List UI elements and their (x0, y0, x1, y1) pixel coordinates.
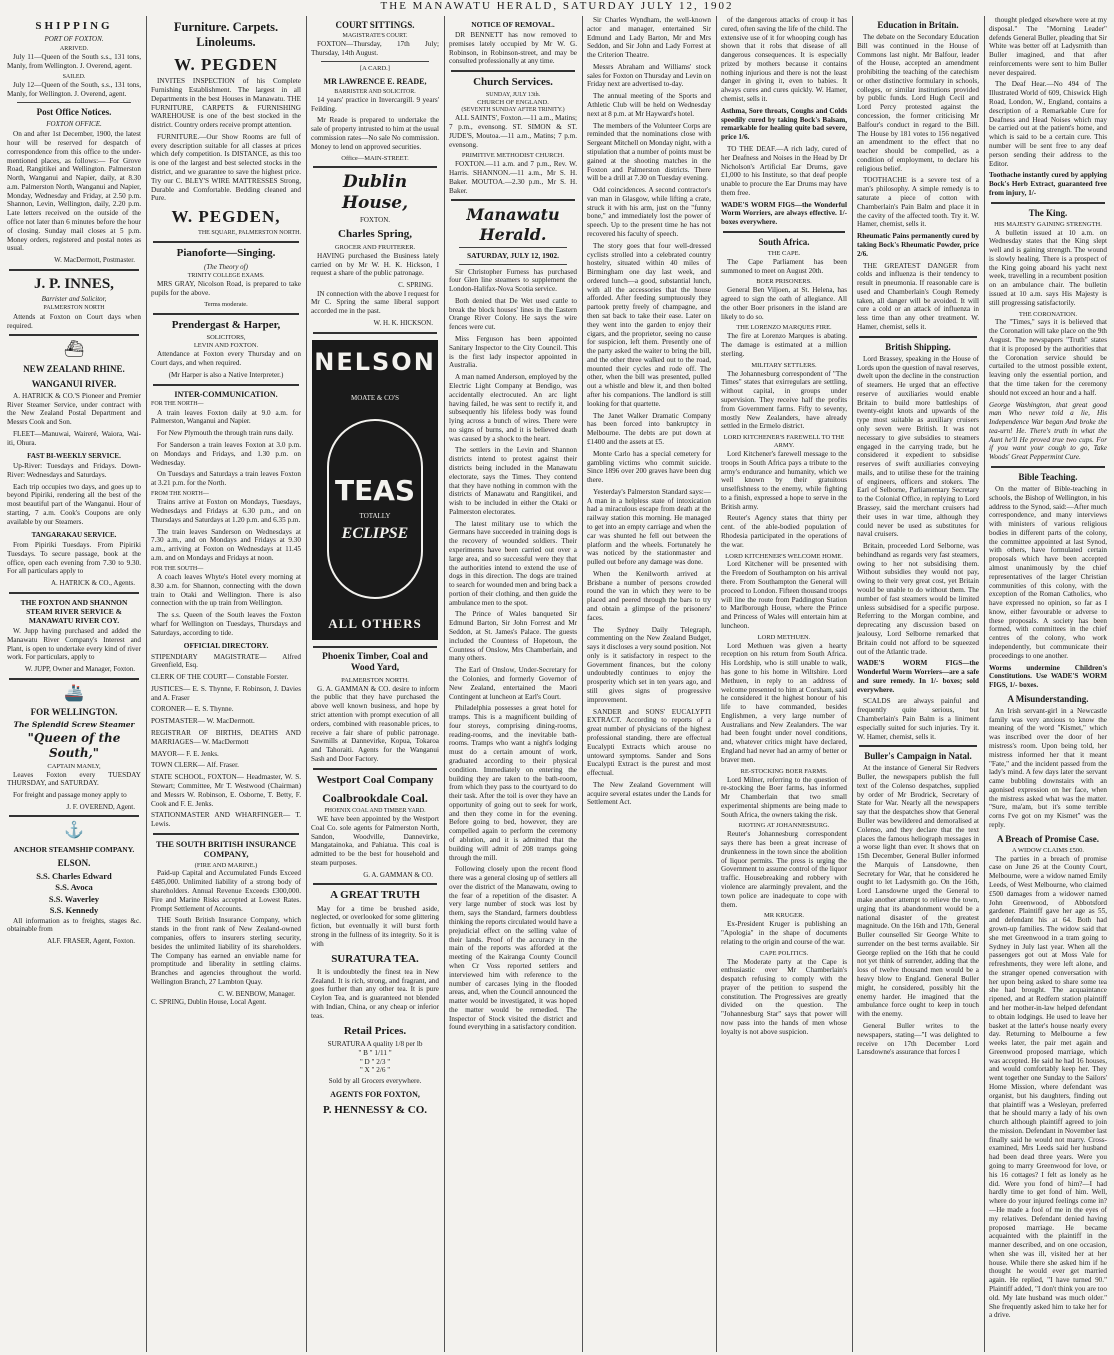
tangarakau-text: From Pipiriki Tuesdays. From Pipiriki Tuesdays. To secure passage, book at the office, open each evening from 7.30 to 9.30. For all particulars apply to (7, 541, 141, 576)
official-item: STATIONMASTER AND WHARFINGER— T. Lewis. (151, 811, 301, 829)
inter-north: FOR THE NORTH— (151, 401, 204, 408)
danger-advert: THE GREATEST DANGER from colds and influenza is their tendency to result in pneumonia. If reasonable care is used and Chamberlain's Cough Remedy taken, all danger will be avoided. It will cure a cold or an attack of influenza in less time than any other treatment. W. Hamer, chemist, sells it. (857, 261, 979, 331)
steamer-illustration-icon-2: 🚢 (64, 684, 84, 702)
poem: George Washington, that great good man Who never told a lie, His Independence War began And broke the tea-urn! He. There's truth in what the Aunt he'll He proved true two cups. For if you want your cough to go, Take Woods' Great Peppermint Cure. (989, 400, 1107, 462)
welcome-heading: LORD KITCHENER'S WELCOME HOME. (725, 552, 843, 560)
king-sub: HIS MAJESTY GAINING STRENGTH. (994, 220, 1102, 228)
suratura-heading: SURATURA TEA. (331, 952, 419, 965)
hatrick-text: A. HATRICK & CO.'S Pioneer and Premier River Steamer Service, under contract with the New Zealand Postal Department and Messrs Cook and Son. (7, 391, 141, 427)
reade-office: Office—MAIN-STREET. (341, 154, 409, 162)
official-item: MAYOR— F. E. Jenks. (151, 749, 219, 758)
steamer-illustration-icon: ⛴ (63, 341, 85, 359)
kruger-heading: MR KRUGER. (763, 912, 805, 920)
elson: ELSON. (57, 858, 91, 869)
wanganui-heading: WANGANUI RIVER. (31, 378, 117, 389)
inter-text: The train leaves Sanderson on Wednesdays at 7.30 a.m., and on Mondays and Fridays at 9.30 a.m., arriving at Foxton on Wednesdays at 11.45 a.m. and on Mondays and Fridays at noon. (151, 527, 301, 562)
captain: CAPTAIN MANLY, (47, 762, 101, 770)
news-paragraph: of the dangerous attacks of croup it has cured, often saving the life of the child. The extensive use of it for whooping cough has shown that it robs that disease of all dangerous consequences. It is especially prized by mothers because it contains nothing injurious and there is not the least danger in giving it, even to babies. It always cures and cures quickly. W. Hamer, chemist, sells it. (721, 16, 848, 104)
education-text: The debate on the Secondary Education Bill was continued in the House of Commons last night. Mr Balfour, leader of the House, accepted an amendment prohibiting the teaching of the catechism or other distinctive formulary in schools, colleges, or similar institutions provided by public funds. Lord Hugh Cecil and Lord Percy protested against the concession, the former criticising Mr Balfour's conduct in regard to the Bill. The House by 181 votes to 156 negatived an amendment to the effect that no teacher should be compelled, as a condition of employment, to declare his religious belief. (857, 32, 979, 173)
reade-title: BARRISTER AND SOLICITOR. (334, 88, 416, 95)
education-heading: Education in Britain. (877, 20, 959, 30)
piano-sub2: TRINITY COLLEGE EXAMS. (187, 273, 265, 280)
removal-heading: NOTICE OF REMOVAL. (471, 20, 555, 29)
column-3 (308, 16, 442, 1352)
overend-signature: J. F. OVEREND, Agent. (66, 802, 135, 811)
toothache-advert: TOOTHACHE is a severe test of a man's philosophy. A simple remedy is to saturate a piece of cotton with Chamberlain's Pain Balm and place it in the cavity of the affected tooth. Try it. W. Hamer, chemist, sells it. (857, 176, 979, 229)
news-paragraph: Odd coincidences. A second contractor's van man in Glasgow, while lifting a crate, struck it with his arm, just on the "funny bone," and immediately lost the power of speech. Up to the present time he has not recovered his faculty of speech. (587, 186, 711, 238)
agents-name: P. HENNESSY & CO. (322, 1103, 427, 1116)
worms-advert: Worms undermine Children's Constitutions. Use WADE'S WORM FIGS, 1/- boxes. (989, 663, 1107, 690)
phoenix-heading: Phoenix Timber, Coal and Wood Yard, (322, 651, 428, 674)
retail-heading: Retail Prices. (343, 1024, 407, 1037)
deaf-advert: TO THE DEAF.—A rich lady, cured of her Deafness and Noises in the Head by Dr Nicholson's Artificial Ear Drums, gave £1,000 to his Institute, so that deaf people unable to procure the Ear Drums may have them free. (721, 144, 847, 197)
coronation-heading: THE CORONATION. (1018, 310, 1078, 318)
jupp-signature: W. JUPP, Owner and Manager, Foxton. (24, 665, 135, 674)
king-text: A bulletin issued at 10 a.m. on Wednesday states that the King slept well and is gaining strength. The wound is slowly healing. There is a prospect of the King going aboard his yacht next week, travelling in a recumbent position on an ambulance chair. The bulletin issued at 10 a.m. says His Majesty is still progressing satisfactorily. (989, 228, 1107, 307)
innes-place: PALMERSTON NORTH (43, 305, 105, 312)
reade-name: MR LAWRENCE E. READE, (323, 76, 427, 86)
westport-heading: Westport Coal Company (316, 773, 434, 786)
furniture-text: FURNITURE.—Our Show Rooms are full of every description suitable for all classes at prices which defy competition. Is DISTANCE, as this too is one of the largest and best selected stocks in the district, and we guarantee to save the highest price. Try our C. BLEY'S WIRE MATTRESSES Strong, Durable and Comfortable. Bedding cleaned and Pure. (151, 132, 301, 203)
cape-sub: THE CAPE. (767, 249, 801, 257)
arrived-label: ARRIVED. (59, 45, 89, 52)
innes-text: Attends at Foxton on Court days when required. (7, 312, 141, 330)
column-6 (718, 16, 850, 1352)
news-paragraph: Monte Carlo has a special cemetery for gambling victims who commit suicide. Since 1896 over 200 graves have been dug there. (587, 449, 711, 485)
sbic-text-2: THE South British Insurance Company, which stands in the front rank of New Zealand-owned companies, offers to insurers sterling security, besides the unlimited liability of its shareholders. The Company has earned an enviable name for promptitude and liberality in settling claims. Branches and agencies throughout the world. Wellington Branch, 27 Lambton Quay. (151, 916, 301, 986)
reade-text: 14 years' practice in Invercargill. 9 years' Feilding. (311, 95, 439, 113)
rioting-text: Reuter's Johannesburg correspondent says there has been a great increase of drunkenness in the town since the abolition of liquor permits. The press is urging the Government to assume control of the liquor traffic. Housebreaking and robbery with violence are alarmingly prevalent, and the town police are inadequate to cope with them. (721, 830, 847, 909)
news-paragraph: SANDER and SONS' EUCALYPTI EXTRACT. According to reports of a great number of physicians of the highest professional standing, there are effectual Eucalypti Extracts which arouse no untoward symptoms. Sander and Sons Eucalypti Extract is the purest and most effectual. (587, 707, 711, 778)
inter-text: On Tuesdays and Saturdays a train leaves Foxton at 3.21 p.m. for the North. (151, 470, 301, 488)
port-subheading: PORT OF FOXTON. (44, 35, 104, 44)
info-text: All information as to freights, stages &c. obtainable from (7, 916, 141, 934)
pegden-name-2: W. PEGDEN, (171, 207, 281, 227)
breach-sub: A WIDOW CLAIMS £500. (1012, 846, 1084, 854)
deaf-advert-2: The Deaf Hear.—No 494 of The Illustrated World of 609, Chiswick High Road, London, W., England, contains a description of a Remarkable Cure for Deafness and Head Noises which may be carried out at the patient's home, and which is said to be a certain cure. This number will be sent free to any deaf person sending their address to the Editor. (989, 80, 1107, 168)
piano-terms: Terms moderate. (204, 301, 248, 309)
official-item: STATE SCHOOL, FOXTON— Headmaster, W. S. Stewart; Committee, Mr T. Westwood (Chairman) and Messrs W. Robinson, E. Osborne, T. Betty, F. Cook and F. E. Jenks. (151, 773, 301, 808)
official-item: CORONER— E. S. Thynne. (151, 705, 234, 714)
official-item: STIPENDIARY MAGISTRATE— Alfred Greenfield, Esq. (151, 652, 301, 670)
herald-title: Manawatu Herald. (466, 205, 560, 244)
spring-trade: GROCER AND FRUITERER. (334, 243, 416, 251)
piano-sub: (The Theory of) (204, 262, 248, 271)
selborne-text: Britain, proceeded Lord Selborne, was behindhand as regards very fast steamers, owing to her not subsidising them. Without subsidies they would not pay, owing to their very great cost, yet Britain would be unable to do without them. The number of fast steamers would be limited unless subsidised for a specific purpose. Referring to the Morgan combine, and deprecating any discussion based on jealousy, Lord Selborne remarked that Britain could not afford to be squeezed out of the Atlantic trade. (857, 542, 979, 656)
news-paragraph: thought pledged elsewhere were at my disposal." The "Morning Leader" defends General Buller, pleading that Sir White was better off at Ladysmith than Buller imagined, and that after reinforcements were sent to him Buller never despaired. (989, 16, 1107, 77)
church-date: SUNDAY, JULY 13th. (485, 91, 541, 98)
kruger-text: Ex-President Kruger is publishing an "Apologia" in the shape of documents relating to the origin and course of the war. (721, 920, 847, 946)
news-paragraph: Miss Ferguson has been appointed Sanitary Inspector to the City Council. This is the first lady inspector appointed in Australia. (449, 335, 577, 370)
news-paragraph: Yesterday's Palmerston Standard says:—A man in a helpless state of intoxication had a miraculous escape from death at the railway station this morning. He managed to get into an empty carriage and when the car was shunted he fell out between the platform and the wheels. Fortunately he was noticed by the stationmaster and pulled out before any damage was done. (587, 487, 711, 567)
retail-line: " D " 2/3 " (359, 1057, 391, 1066)
dublin-place: FOXTON. (359, 215, 390, 224)
hickson-signature: W. H. K. HICKSON. (373, 318, 433, 327)
retail-note: Sold by all Grocers everywhere. (328, 1077, 422, 1086)
official-item: CLERK OF THE COURT— Constable Forster. (151, 673, 289, 682)
retail-line: " X " 2/6 " (359, 1066, 391, 1075)
restock-heading: RE-STOCKING BOER FARMS. (740, 767, 828, 775)
inter-text: A train leaves Foxton daily at 9.0 a.m. for Palmerston, Wanganui and Napier. (151, 408, 301, 426)
boer-text: General Ben Viljoen, at St. Helena, has agreed to sign the oath of allegiance. All the other Boer prisoners in the island are likely to do so. (721, 286, 847, 321)
news-paragraph: Both denied that De Wet used cattle to break the block houses' lines in the Eastern Orange River Colony. He says the wire fences were cut. (449, 296, 577, 332)
column-4 (446, 16, 580, 1352)
marques-heading: THE LORENZO MARQUES FIRE. (736, 324, 832, 332)
column-5 (584, 16, 714, 1352)
official-item: JUSTICES— E. S. Thynne, F. Robinson, J. Davies and A. Fraser (151, 684, 301, 702)
cape-politics-text: The Moderate party at the Cape is enthusiastic over Mr Chamberlain's despatch refusing to comply with the prayer of the petition to suspend the constitution. The Progressives are greatly divided on the question. The "Johannesburg Star" says that power will now pass into the hands of men whose loyalty is not above suspicion. (721, 957, 847, 1036)
postmaster-signature: W. MacDermott, Postmaster. (54, 256, 135, 265)
suratura-text: It is undoubtedly the finest tea in New Zealand. It is rich, strong, and fragrant, and goes further than any other tea. It is pure Ceylon Tea, and is guaranteed not blended with Indian, China, or any cheap or inferior teas. (311, 967, 439, 1020)
buller-heading: Buller's Campaign in Natal. (864, 751, 972, 762)
benbow-signature: C. W. BENBOW, Manager. (218, 989, 295, 998)
westport-sub: PHOENIX COAL AND TIMBER YARD. (324, 807, 426, 814)
weekly-text: Up-River: Tuesdays and Fridays. Down-River: Wednesdays and Saturdays. (7, 462, 141, 479)
news-paragraph: The Earl of Onslow, Under-Secretary for the Colonies, and formerly Governor of New Zealand, entertained the Maori Contingent at luncheon at Earl's Court. (449, 666, 577, 701)
truth-heading: A GREAT TRUTH (330, 889, 420, 902)
weekly-heading: FAST BI-WEEKLY SERVICE. (27, 451, 121, 460)
rioting-heading: RIOTING AT JOHANNESBURG. (738, 822, 830, 830)
prend-text: Attendance at Foxton every Thursday and on Court days, and when required. (151, 350, 301, 367)
sailed-text: July 12—Queen of the South, s.s., 131 tons, Manly, for Wellington. J. Overend, agent. (7, 81, 141, 98)
retail-line: SURATURA A quality 1/8 per lb (327, 1040, 423, 1048)
misunderstanding-heading: A Misunderstanding. (1007, 693, 1089, 704)
news-paragraph: A man named Anderson, employed by the Electric Light Company at Bendigo, was accidentally electrocuted. An arc light having failed, he was sent to rectify it, and subsequently his lifeless body was found lying across a bunch of wires. There were no signs of burns, and it is believed death was caused by a shock to the heart. (449, 373, 577, 443)
official-item: REGISTRAR OF BIRTHS, DEATHS AND MARRIAGES— W. MacDermott (151, 729, 301, 746)
inter-text: A coach leaves Whyte's Hotel every morning at 8.30 a.m. for Shannon, connecting with the down train to Otaki and Wellington. There is also connection with the up train from Wellington. (151, 572, 301, 608)
prendergast-heading: Prendergast & Harper, (171, 318, 281, 331)
inter-text: For New Plymouth the through train runs daily. (157, 429, 294, 438)
news-paragraph: Philadelphia possesses a great hotel for tramps. This is a magnificent building of four storeys, comprising dining-rooms, reading-rooms, and the inevitable bath-rooms. Tramps who want a night's lodging must do a certain amount of work, graduated according to their physical condition. Immediately on entering the building they are taken to the bath-room, from which they pass to the courtyard to do their task. After the toil is over they have an opportunity of going out to seek for work, and then they come in for the evening. Before going to bed, however, they are compelled again to perform the ceremony of ablution, and it is admitted that the building will admit of 208 tramps going through the mill. (449, 704, 577, 862)
spring-heading: Charles Spring, (338, 228, 412, 241)
shipping-heading-2: British Shipping. (885, 341, 951, 352)
nelson-totally: TOTALLY (359, 511, 391, 520)
prend-title: SOLICITORS, (206, 334, 246, 342)
church-text: ALL SAINTS', Foxton.—11 a.m., Matins; 7 p.m., evensong. ST. SIMON & ST. JUDE'S, Moutoa.—11 a.m., Matins; 7 p.m. evensong. (449, 114, 577, 149)
nelson-tea-advertisement (312, 340, 438, 640)
removal-text: DR BENNETT has now removed to premises lately occupied by Mr W. G. Robinson, in Robinson-street, and may be consulted professionally at any time. (449, 31, 577, 66)
coalbrookdale: Coalbrookdale Coal. (322, 791, 428, 806)
news-paragraph: The latest military use to which the Germans have succeeded in training dogs is the recovery of wounded soldiers. Their experiments have been carried out over a large area, and so successful were they that the authorities intend to extend the use of dogs in this direction. The dogs are trained to search for wounded men and bring back a portion of their clothing, and then guide the ambulance men to the spot. (449, 519, 577, 607)
inter-south: FOR THE SOUTH— (151, 565, 204, 572)
news-paragraph: Following closely upon the recent flood there was a general closing up of settlers all over the district of the Manawatu, owing to the fear of a repetition of the disaster. A very large number of stock was lost by them, says the Standard, farmers doubtless thinking the reports circulated would have a prejudicial effect on the selling value of their lands. Proof of the accuracy in the main of the reports was afforded at the meeting of the Kairanga County Council when Cr Voss reported settlers and interviewed him with reference to the number of carcases lying in the flooded areas, and, when the Council announced the matter would be investigated, it was hoped the matter would be remedied. The Inspector of Stock visited the district and found everything in a satisfactory condition. (449, 865, 577, 1032)
wade-advert: WADE'S WORM FIGS—the Wonderful Worm Worriers, are always effective. 1/- boxes everywhere. (721, 200, 847, 227)
military-heading: MILITARY SETTLERS. (751, 361, 817, 369)
anchor-icon: ⚓ (64, 822, 84, 840)
asthma-advert: Asthma, Sore throats, Coughs and Colds speedily cured by taking Bock's Balsam, remarkable for healing quite bad severe, price 1/6. (721, 106, 847, 142)
methuen-text: Lord Methuen was given a hearty reception on his return from South Africa. His Lordship, who is still unable to walk, has gone to his home in Wiltshire. Lord Methuen, in reply to an address of welcome presented to him at Corsham, said he considered it the highest honour of his life to have commanded, besides Englishmen, a very large number of Australians and New Zealanders. The war had been fought under novel conditions, and, whatever critics might have declared, England had never had an army of better or braver men. (721, 641, 847, 764)
kitchener-text: Lord Kitchener's farewell message to the troops in South Africa pays a tribute to the army's endurance and humanity, which we well known by their gratuitous unselfishness to the enemy, while fighting to a finish, expressed a hope to serve in the British army. (721, 449, 847, 511)
cape-politics-heading: CAPE POLITICS. (759, 949, 809, 957)
official-item: POSTMASTER— W. MacDermott. (151, 717, 255, 726)
official-item: TOWN CLERK— Alf. Fraser. (151, 761, 239, 770)
welcome-text: Lord Kitchener will be presented with the Freedom of Southampton on his arrival there. From Southampton the General will proceed to London. Fifteen thousand troops will line the route from Paddington Station to Marlborough House, where the Prince and Princess of Wales will entertain him at luncheon. (721, 560, 847, 630)
nz-rhine-heading: NEW ZEALAND RHINE. (23, 363, 125, 374)
wellington-heading: FOR WELLINGTON. (30, 707, 118, 718)
arrived-text: July 11—Queen of the South s.s., 131 tons, Manly, from Wellington. J. Overend, agent. (7, 53, 141, 71)
truth-text: May for a time be brushed aside, neglected, or overlooked for some glittering fiction, but eventually it will burst forth strong in the fullness of its integrity. So it is with (311, 904, 439, 948)
inter-heading: INTER-COMMUNICATION. (174, 389, 278, 399)
military-text: The Johannesburg correspondent of "The Times" states that exirregulars are settling, without capital, in groups under supervision. They receive half the profits from Government farms. Fifty to seventy, mostly New Zealanders, have already settled in the Ermelo district. (721, 369, 847, 431)
british-shipping-text: Lord Brassey, speaking in the House of Lords upon the question of naval reserves, dwelt upon the decline in the construction of steamers. He urged that an effective reserve of auxiliaries would enable Britain to build more battleships of twenty-eight knots and upwards of the type most suitable as auxiliary cruisers only seven were British. It was not necessary to give subsidies to steamers engaged in the carrying trade, but he considered it expedient to subsidise reserves of swift auxiliaries conveying mails, and to utilise these for the training of engineers, officers and stokers. The Earl of Selborne, Parliamentary Secretary to the Colonial Office, in replying to Lord Brassey, said the merchant cruisers had their uses in war time, although they could never be used as substitutes for naval cruisers. (857, 354, 979, 539)
phoenix-place: PALMERSTON NORTH. (341, 676, 409, 684)
kitchener-heading: LORD KITCHENER'S FAREWELL TO THE ARMY. (723, 434, 845, 450)
post-office-sub: FOXTON OFFICE. (46, 119, 102, 128)
agents-heading: AGENTS FOR FOXTON, (330, 1089, 420, 1099)
pegden-name: W. PEGDEN (174, 54, 278, 74)
church-heading: Church Services. (473, 76, 553, 89)
inter-text: For Sanderson a train leaves Foxton at 3.0 p.m. on Mondays and Fridays, and 1.30 p.m. on Wednesday. (151, 440, 301, 467)
misunderstanding-text: An Irish servant-girl in a Newcastle family was very anxious to know the meaning of the word "Kismet," which was inscribed over the door of her mistress's room. Upon being told, her mistress informed her that it meant "Fate," and the incident passed from the lady's mind. A few days later the servant came bubbling downstairs with an agonised expression on her face, when the mistress asked what was the matter. "Sure, ma'am, but it's some terrible corns I've got on my Kismet" was the reply. (989, 706, 1107, 830)
newspaper-page (4, 16, 1110, 1352)
freight-text: For freight and passage money apply to (13, 791, 127, 800)
gamman-signature: G. A. GAMMAN & CO. (363, 870, 433, 879)
breach-text: The parties in a breach of promise case on June 26 at the County Court, Melbourne, were a widow named Emily Leeds, of West Melbourne, who claimed £500 damages from a widower named John Greenwood, of Abbotsford gardener. Plaintiff gave her age as 55, and defendant his at 64. Both had grown-up families. The widow said that she met Greenwood in a tram going to Sydney in July last year. When all the passengers got out at Moss Vale for refreshments, they were left alone, and the stranger opened conversation with her upon being asked to share some tea she had brought. The acquaintance ripened, and at Redfern station plaintiff and her mother-in-law helped defendant to obtain lodgings. He used to leave her basket at the latter's house nearly every day. Returning to Melbourne a few weeks later, the pair met again and Greenwood proposed marriage, which was accepted. He said he had 16 houses, and would comfortably keep her. They went together one Sunday to the Sailors' Home Mission, where defendant was organist, but his daughters, finding out that plaintiff was a Wesleyan, preferred that he should marry a lady of his own church although plaintiff agreed to join the mission. Defendant in November last finally said he would not marry. Cross-examined, Mrs Leeds said her husband had been dead three years. Were you going to marry Greenwood for love, or his 16 cottages? I felt as lonely as he did. Were you fond of him?—I had hardly time to get fond of him. Well, where do your injured feelings come in?—He made a fool of me in the eyes of my relatives. Defendant denied having proposed marriage. He became acquainted with the plaintiff in the manner described, and on one occasion, when she was ill, visited her at her house. While there she asked him if he thought he would ever get married again. He replied, "I have turned 90." Plaintiff added, "I don't think you are too old. My late husband was much older." She frequently asked him to take her for a drive. (989, 854, 1107, 1320)
nelson-wordmark: NELSON (314, 347, 436, 376)
church-sub2: (SEVENTH SUNDAY AFTER TRINITY.) (461, 106, 565, 113)
coronation-text: The "Times," says it is believed that the Coronation will take place on the 9th August. The newspapers "Truth" states that it is proposed by the authorities that the Coronation service should be curtailed to the utmost possible extent, leaving only the essential portion, and that the time taken for the ceremony should not exceed an hour and a half. (989, 318, 1107, 397)
nelson-sub: MOATE & CO'S (351, 393, 399, 402)
scalds-advert: SCALDS are always painful and frequently quite serious, but Chamberlain's Pain Balm is a liniment especially suited for such injuries. Try it. W. Hamer, chemist, sells it. (857, 697, 979, 741)
ship-name: S.S. Waverley (48, 893, 100, 904)
nelson-oval (327, 419, 423, 599)
toothache-advert-2: Toothache instantly cured by applying Bock's Herb Extract, guaranteed free from injury, 1/- (989, 171, 1107, 197)
shannon-text: W. Jupp having purchased and added the Manawatu River Company's Interest and Plant, is open to undertake every kind of river work. For particulars, apply to (7, 627, 141, 662)
fleet-text: FLEET—Manuwai, Waireré, Waiora, Wai-iti, Ohura. (7, 429, 141, 447)
king-heading: The King. (1028, 207, 1068, 218)
shipping-heading: SHIPPING (35, 20, 113, 32)
news-paragraph: Sir Charles Wyndham, the well-known actor and manager, entertained Sir Edmund and Lady Barton, Mr and Mrs Seddon, and Sir John and Lady Forrest at the Criterion Theatre. (587, 16, 711, 60)
methodist-heading: PRIMITIVE METHODIST CHURCH. (461, 152, 565, 160)
sbic-heading: THE SOUTH BRITISH INSURANCE COMPANY, (155, 838, 297, 860)
queen-of-the-south: "Queen of the South," (27, 731, 121, 761)
news-paragraph: The annual meeting of the Sports and Athletic Club will be held on Wednesday next at 8 p.m. at Mr Hayward's hotel. (587, 92, 711, 118)
buller-quotation: General Buller writes to the newspapers, stating—"I was delighted to receive on 17th December Lord Lansdowne's assurance that forces I (857, 1021, 979, 1057)
ship-name: S.S. Avoca (55, 882, 93, 893)
breach-heading: A Breach of Promise Case. (997, 833, 1099, 844)
trip-text: Each trip occupies two days, and goes up to beyond Pipiriki, rendering all the best of the most beautiful part of the Wanganui. Hour of starting, 7 a.m. Cook's Coupons are only available by our Steamers. (7, 482, 141, 526)
sailed-label: SAILED. (62, 73, 86, 80)
sbic-text: Paid-up Capital and Accumulated Funds Exceed £485,000. Unlimited liability of a strong body of shareholders. Annual Revenue Exceeds £300,000. Fire and Marine Risks accepted at Lowest Rates. Prompt Settlement of Accounts. (151, 869, 301, 913)
official-heading: OFFICIAL DIRECTORY. (183, 641, 269, 651)
sa-text: The Cape Parliament has been summoned to meet on August 20th. (721, 257, 847, 275)
court-sub: MAGISTRATE'S COURT. (342, 32, 408, 39)
rheumatic-advert: Rheumatic Pains permanently cured by taking Bock's Rheumatic Powder, price 2/6. (857, 232, 979, 258)
nelson-teas: TEAS (334, 473, 416, 507)
news-paragraph: The Janet Walker Dramatic Company has been forced into bankruptcy in Melbourne. The debts are put down at £1400 and the assets at £5. (587, 411, 711, 446)
hickson-text: IN connection with the above I request for Mr C. Spring the same liberal support accorded me in the past. (311, 289, 439, 316)
news-paragraph: The story goes that four well-dressed cyclists strolled into a celebrated country hostelry, situated within 40 miles of Birmingham one day last week, and ordered lunch—a good, substantial lunch, with all the accessories that the house afforded. After feeding sumptuously they partook pretty freely of champagne, and then sat back to take their ease. Later on they went into the garden to enjoy their cigars, and the proprietor, seeing no cause for suspicion, left them. Presently one of the party asked the waiter to bring the bill, and the other three walked out to the road, mounted their cycles and rode off. The other, when the bill was presented, pulled out a whistle and blew it, and then bolted after his companions. The landlord is still looking for that quartette. (587, 241, 711, 408)
prend-place: LEVIN AND FOXTON. (193, 342, 259, 350)
methuen-heading: LORD METHUEN. (757, 633, 811, 641)
column-1 (4, 16, 144, 1352)
inter-from-north: FROM THE NORTH— (151, 490, 209, 497)
buller-text: At the instance of General Sir Redvers Buller, the newspapers publish the full text of the Colenso despatches, supplied by order of Mr Brodrick, Secretary of State for War. Nearly all the newspapers say that the despatches show that General Buller was bewildered and demoralised at Colenso, and they declare that the text places the famous heliograph messages in a worse light than ever. It shows that on 15th December, General Buller informed the Marquis of Lansdowne, then Secretary for War, that he considered he ought to let Ladysmith go. On the 16th, Lord Lansdowne urged the General to make another attempt to relieve the town, urging that its abandonment would be a national disaster of the greatest magnitude. On the 16th and 17th, General Buller counselled Sir George White to surrender on the best terms available. Sir George replied on the 16th that he could not yet think of surrender, adding that the loss of twelve thousand men would be a heavy blow to England. General Buller might, he considered, possibly hit the enemy harder. He imagined that the ambulance force ought to keep in touch with the enemy. (857, 764, 979, 1019)
nelson-eclipse: ECLIPSE (341, 525, 409, 543)
spring-signature: C. SPRING, Dublin House, Local Agent. (151, 998, 267, 1007)
news-paragraph: Messrs Abraham and Williams' stock sales for Foxton on Thursday and Levin on Friday next are advertised to-day. (587, 62, 711, 89)
card-heading: [A CARD.] (360, 64, 390, 72)
tangarakau-heading: TANGARAKAU SERVICE. (31, 530, 117, 539)
spring-text: HAVING purchased the Business lately carried on by Mr W. H. K. Hickson, I request a share of the public patronage. (311, 251, 439, 278)
prend-note: (Mr Harper is also a Native Interpreter.) (168, 370, 284, 379)
court-heading: COURT SITTINGS. (335, 20, 415, 30)
inter-text: The s.s. Queen of the South leaves the Foxton wharf for Wellington on Tuesdays, Thursdays and Saturdays, according to tide. (151, 611, 301, 637)
masthead: THE MANAWATU HERALD, SATURDAY JULY 12, 1902 (380, 0, 734, 12)
phoenix-text: G. A. GAMMAN & CO. desire to inform the public that they have purchased the above well known business, and hope by strict attention with prompt execution of all orders, combined with reasonable prices, to receive a fair share of public patronage. Sawmills at Dannevirke, Kopua, Tokaroa and Tahoraiti. Agents for the Wanganui Sash and Door Factory. (311, 684, 439, 763)
dublin-house-heading: Dublin House, (341, 172, 409, 214)
news-paragraph: The members of the Volunteer Corps are reminded that the nominations close with Sergeant Mitchell on Monday night, with a stipulation that a number of points must be gained at the shooting matches in the Foxton and Palmerston districts. There will be a drill at 7.30 on Tuesday evening. (587, 121, 711, 183)
sbic-sub: (FIRE AND MARINE.) (194, 861, 258, 869)
spring-signature: C. SPRING. (398, 281, 433, 290)
news-paragraph: When the Kenilworth arrived at Brisbane a number of persons crowded round the van in which they were to be placed and peered through the bars to try and obtain a glimpse of the prisoners' faces. (587, 569, 711, 622)
herald-date: SATURDAY, JULY 12, 1902. (466, 251, 560, 261)
splendid-steamer: The Splendid Screw Steamer (13, 720, 135, 730)
innes-title: Barrister and Solicitor, (41, 294, 107, 303)
marques-text: The fire at Lorenzo Marques is abating. The damage is estimated at a million sterling. (721, 332, 847, 358)
nelson-all-others: ALL OTHERS (328, 615, 422, 631)
post-office-heading: Post Office Notices. (36, 106, 112, 117)
fraser-signature: ALF. FRASER, Agent, Foxton. (47, 937, 135, 946)
news-paragraph: Sir Christopher Furness has purchased four Glen line steamers to supplement the London-Halifax-Nova Scotia service. (449, 267, 577, 294)
bible-heading: Bible Teaching. (1018, 471, 1078, 482)
news-paragraph: The New Zealand Government will acquire several estates under the Lands for Settlement Act. (587, 780, 711, 807)
anchor-heading: ANCHOR STEAMSHIP COMPANY. (13, 844, 135, 854)
post-office-text: On and after 1st December, 1900, the latest hour will be reserved for despatch of correspondence from this office to the under-mentioned places, as follows:— For Grove Road, Rangitikei and Wellington. Palmerston North, Wanganui and Napier, daily, at 8.30 a.m. Palmerston North, Wanganui and Napier, Monday, Wednesday and Friday, at 2.50 p.m. Shannon, Levin, Wellington, daily, 2.20 p.m. Late letters received on the outside of the office not later than 6 minutes before the hour of closing. Sunday mail closes at 5 p.m. Money orders, registered and postal notes as usual. (7, 130, 141, 253)
pegden-address: THE SQUARE, PALMERSTON NORTH. (198, 229, 301, 236)
pegden-text: INVITES INSPECTION of his Complete Furnishing Establishment. The largest in all Departments in the best Houses in Manawatu. THE FURNITURE, CARPETS & FURNISHING WAREHOUSE is one of the best stocked in the district. Country orders receive prompt attention. (151, 77, 301, 130)
shannon-heading: THE FOXTON AND SHANNON STEAM RIVER SERVICE & MANAWATU RIVER COY. (20, 597, 128, 625)
piano-heading: Pianoforte—Singing. (176, 247, 276, 260)
church-sub: CHURCH OF ENGLAND. (477, 98, 549, 106)
ship-name: S.S. Charles Edward (36, 871, 112, 882)
furniture-heading: Furniture. Carpets. Linoleums. (173, 20, 279, 50)
westport-text: WE have been appointed by the Westport Coal Co. sole agents for Palmerston North, Sandon, Woodville, Dannevirke, Mangatainoka, and Pahiatua. This coal is admitted to be the best for household and steam purposes. (311, 814, 439, 867)
retail-line: " B " 1/11 " (358, 1048, 392, 1057)
ship-name: S.S. Kennedy (49, 905, 99, 916)
restock-text: Lord Milner, referring to the question of re-stocking the Boer farms, has informed Mr Chamberlain that two small experimental shipments are being made to South Africa, the owners taking the risk. (721, 775, 847, 819)
reade-text-2: Mr Reade is prepared to undertake the sale of property intrusted to him at the usual commission rates—No sale No commission. Money to lend on approved securities. (311, 116, 439, 151)
news-paragraph: The Sydney Daily Telegraph, commenting on the New Zealand Budget, says it discloses a very sound position. Not only is it satisfactory in respect to the Government finances, but the colony undoubtedly continues to enjoy the prosperity which set in ten years ago, and still gives signs of progressive improvement. (587, 625, 711, 704)
news-paragraph: The settlers in the Levin and Shannon districts intend to protest against their districts being included in the Manawatu electorate, says the Times. They contend that they have nothing in common with the districts of Manawatu and Rangitikei, and wish to be included in either the Otaki or Palmerston electorates. (449, 446, 577, 516)
piano-text: MRS GRAY, Nicolson Road, is prepared to take pupils for the above. (151, 280, 301, 298)
innes-name: J. P. INNES, (34, 275, 114, 292)
south-africa-heading: South Africa. (758, 236, 810, 247)
bible-text: On the matter of Bible-teaching in schools, the Bishop of Wellington, in his address to the Synod, said:—After much correspondence, and many interviews with ministers of various religious bodies in different parts of the colony, the committee appointed at last Synod, with others, have formulated certain proposals which have been accepted almost unanimously by the chief representatives of the larger Christian communities of this colony, with the exception of the Roman Catholics, who have expressed no opinion, so far as I know, either favourable or adverse to these proposals. A society has been formed, with committees in the chief centres of the colony, who work independently, but communicate their proceedings to one another. (989, 484, 1107, 660)
court-text: FOXTON—Thursday, 17th July; Thursday, 14th August. (311, 40, 439, 58)
leaves-text: Leaves Foxton every TUESDAY THURSDAY, and SATURDAY. (7, 770, 141, 788)
news-paragraph: The Prince of Wales banqueted Sir Edmund Barton, Sir John Forrest and Mr Seddon, at St. James's Palace. The guests included the Countess of Hopetoun, the Countess of Onslow, Mrs Chamberlain, and many others. (449, 610, 577, 663)
methodist-text: FOXTON.—11 a.m. and 7 p.m., Rev. W. Harris. SHANNON.—11 a.m., Mr S. H. Baker. MOUTOA.—2.30 p.m., Mr S. H. Baker. (449, 160, 577, 195)
column-8 (986, 16, 1110, 1352)
column-7 (854, 16, 982, 1352)
hatrick-signature: A. HATRICK & CO., Agents. (50, 579, 135, 588)
column-2 (148, 16, 304, 1352)
inter-text: Trains arrive at Foxton on Mondays, Tuesdays, Wednesdays and Fridays at 6.30 p.m., and on Thursdays and Saturdays at 1.20 p.m. and 6.35 p.m. (151, 498, 301, 524)
wade-advert-2: WADE'S WORM FIGS—the Wonderful Worm Worriers—are a safe and sure remedy. In 1/- boxes; sold everywhere. (857, 659, 979, 694)
reuters-text: Reuter's Agency states that thirty per cent. of the able-bodied population of Rhodesia participated in the operations of the war. (721, 514, 847, 549)
boer-heading: BOER PRISONERS. (756, 278, 812, 286)
